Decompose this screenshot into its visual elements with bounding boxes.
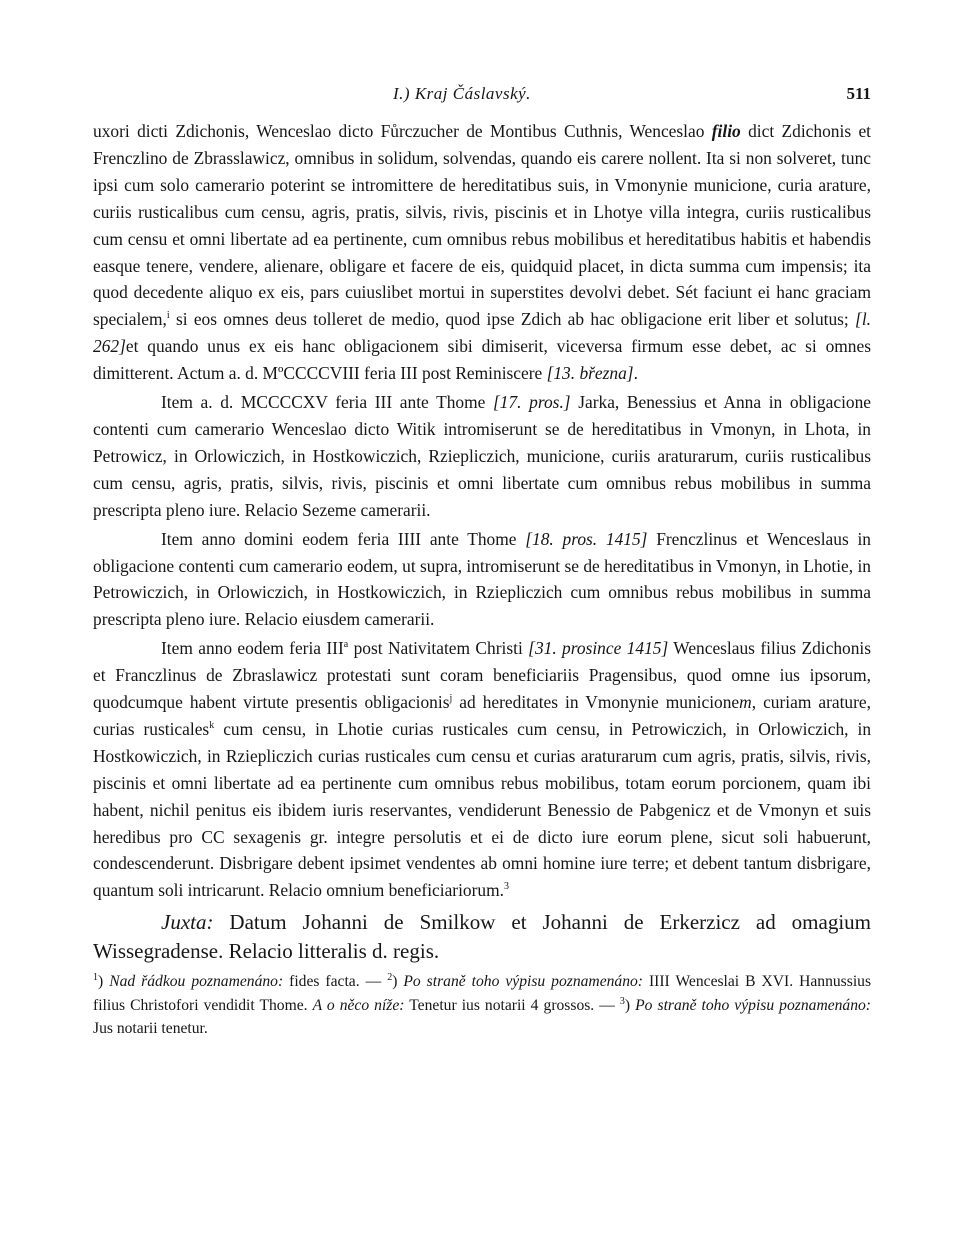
date-gloss: [31. prosince 1415] (528, 638, 669, 659)
document-page (93, 80, 871, 1041)
note-ref: k (209, 720, 215, 732)
note-ref: 3 (504, 881, 509, 893)
running-title: I.) Kraj Čáslavský. (393, 84, 531, 103)
note-ref: j (449, 693, 453, 705)
paragraph-4: Item anno eodem feria III$^a$ post Nativitatem Christi [31. prosince 1415] Wenceslaus filius Zdichonis et Franczlinus de Zbraslawicz protestati sunt coram beneficiariis Pragensibus, quod omne ius ipsorum, quodcumque habent virtute presentis obligacionis$^j$ ad hereditates in Vmonynie municionem, curiam arature, curias rusticales$^k$ cum censu, in Lhotie curias rusticales cum censu, in Petrowiczich, in Orlowiczich, in Hostkowiczich, in Rziepliczich curias rusticales cum censu et curias araturarum cum agris, pratis, silvis, rivis, piscinis et omni libertate ad ea pertinente cum omnibus rebus mobilibus, totam eorum porcionem, quam ibi habent, nichil penitus eis ibidem iuris reservantes, vendiderunt Benessio de Pabgenicz et de Vmonyn et suis heredibus pro CC sexagenis gr. integre persolutis et ei de dicto iure eorum plene, sicut soli habuerunt, condescenderunt. Disbrigare debent ipsimet vendentes ab omni homine iure terre; et debent tantum disbrigare, quantum soli intricarunt. Relacio omnium beneficiariorum.$^3$ (93, 638, 872, 901)
paragraph-1: uxori dicti Zdichonis, Wenceslao dicto Fůrczucher de Montibus Cuthnis, Wenceslao filio dict Zdichonis et Frenczlino de Zbrasslawicz, omnibus in solidum, solvendas, quando eis carere nollent. Ita si non solveret, tunc ipsi cum solo camerario poterint se intromittere de hereditatibus suis, in Vmonynie municione, curia arature, curiis rusticalibus cum censu, agris, pratis, silvis, rivis, piscinis et in Lhotye villa integra, curiis rusticalibus cum censu et omni libertate ad ea pertinente, cum omnibus rebus mobilibus et hereditatibus habitis et habendis easque tenere, vendere, alienare, obligare et facere de eis, quidquid placet, in dicta summa cum impensis; ita quod decedente aliquo ex eis, pars cuiuslibet mortui in superstites devolvi debet. Sét faciunt ei hanc graciam specialem,$^i$ si eos omnes deus tolleret de medio, quod ipse Zdich ab hac obligacione erit liber et solutus; [l. 262]et quando unus ex eis hanc obligacionem sibi dimiserit, viceversa firmum esse debet, ac si omnes dimitterent. Actum a. d. MºCCCCVIII feria III post Reminiscere [13. března]. (93, 121, 871, 384)
date-gloss: [13. března] (546, 363, 634, 384)
footnotes: $^1$) Nad řádkou poznamenáno: fides facta. — $^2$) Po straně toho výpisu poznamenáno: IIII Wenceslai B XVI. Hannussius filius Christofori vendidit Thome. A o něco níže: Tenetur ius notarii 4 grossos. — $^3$) Po straně toho výpisu poznamenáno: Jus notarii tenetur. (93, 972, 872, 1038)
note-ref: i (166, 310, 170, 322)
juxta-label: Juxta: (161, 910, 214, 935)
folio-ref: [l. 262] (93, 309, 871, 357)
page-number: 511 (846, 84, 871, 103)
paragraph-2: Item a. d. MCCCCXV feria III ante Thome [17. pros.] Jarka, Benessius et Anna in obligacione contenti cum camerario Wenceslao dicto Witik intromiserunt se de hereditatibus in Vmonyn, in Lhota, in Petrowicz, in Orlowiczich, in Hostkowiczich, Rziepliczich, municione, curiis araturarum, curiis rusticalibus cum censu, agris, pratis, silvis, rivis, piscinis et omni libertate cum omnibus rebus mobilibus in summa prescripta pleno iure. Relacio Sezeme camerarii. (93, 392, 872, 520)
date-gloss: [17. pros.] (493, 392, 571, 413)
juxta-paragraph: Juxta: Datum Johanni de Smilkow et Johanni de Erkerzicz ad omagium Wissegradense. Relacio litteralis d. regis. (93, 910, 871, 964)
paragraph-3: Item anno domini eodem feria IIII ante Thome [18. pros. 1415] Frenczlinus et Wenceslaus in obligacione contenti cum camerario eodem, ut supra, intromiserunt se de hereditatibus in Vmonyn, in Lhotie, in Petrowiczich, in Orlowiczich, in Hostkowiczich, in Rziepliczich cum omnibus rebus mobilibus in summa prescripta pleno iure. Relacio eiusdem camerarii. (93, 528, 871, 630)
running-head (93, 80, 871, 108)
date-gloss: [18. pros. 1415] (525, 528, 648, 549)
